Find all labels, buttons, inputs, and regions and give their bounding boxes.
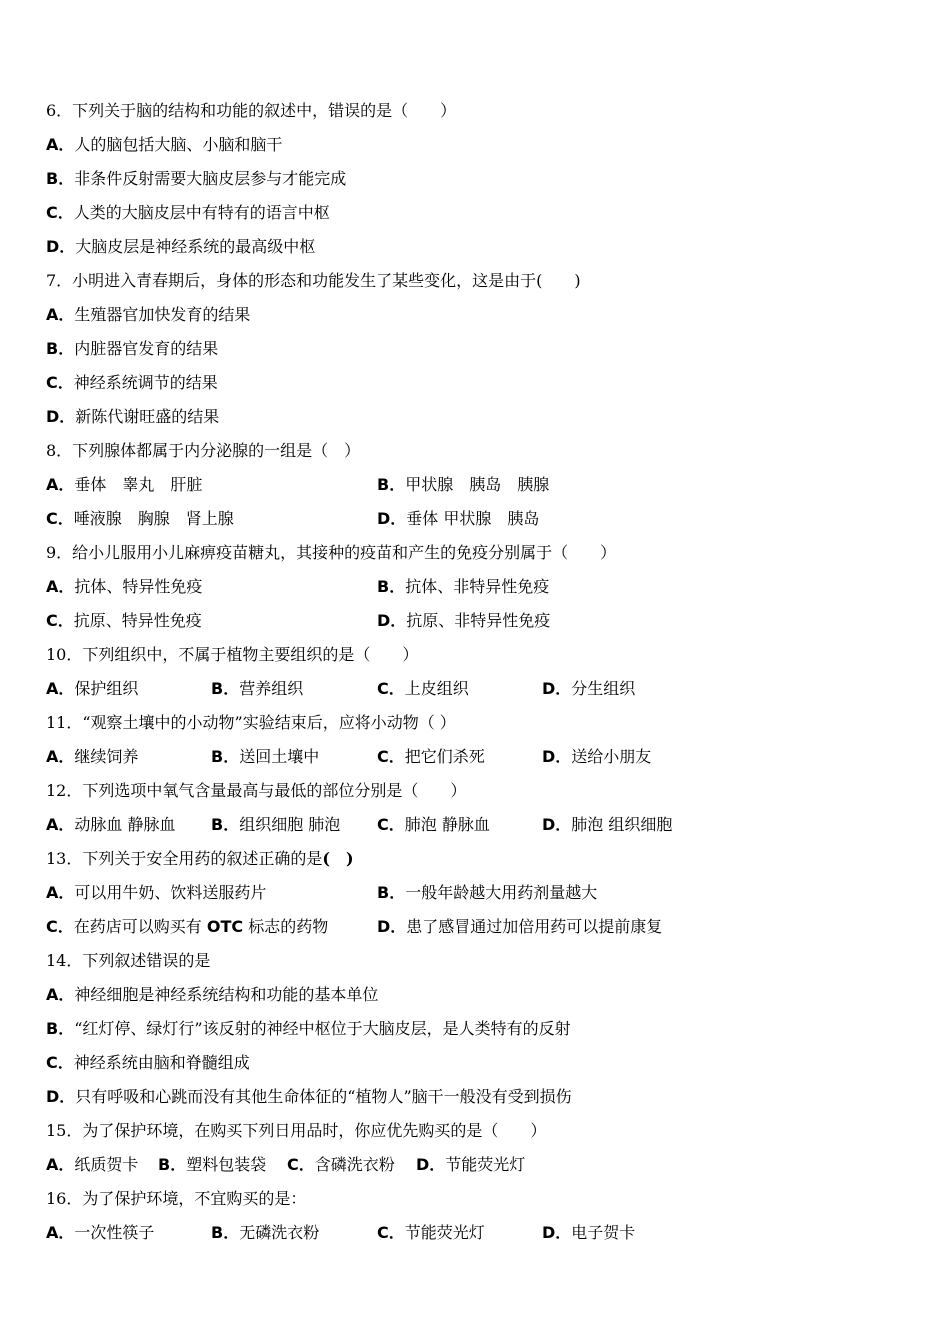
question-8-stem: 8．下列腺体都属于内分泌腺的一组是（ ） [46, 441, 361, 460]
option-text: 只有呼吸和心跳而没有其他生命体征的“植物人”脑干一般没有受到损伤 [75, 1087, 572, 1106]
question-8-option-c [46, 507, 234, 531]
option-letter: C． [377, 1223, 405, 1242]
option-text: 节能荧光灯 [404, 1223, 485, 1242]
question-13-option-c [46, 915, 328, 939]
option-letter: A． [46, 1155, 75, 1174]
option-letter: A． [46, 577, 75, 596]
option-text: 送回土壤中 [239, 747, 320, 766]
option-letter: A． [46, 305, 75, 324]
option-text: 人的脑包括大脑、小脑和脑干 [74, 135, 283, 154]
question-7-option-d [46, 405, 219, 429]
question-9-option-c [46, 609, 202, 633]
question-11-option-d [542, 745, 651, 769]
option-letter: B． [211, 1223, 240, 1242]
option-letter: C． [377, 679, 405, 698]
option-text: 组织细胞 肺泡 [239, 815, 341, 834]
option-letter: D． [416, 1155, 446, 1174]
option-letter: A． [46, 985, 75, 1004]
question-7-option-b [46, 337, 218, 361]
question-11-option-a [46, 745, 138, 769]
option-text: 一次性筷子 [74, 1223, 155, 1242]
question-6-option-a [46, 133, 282, 157]
option-text: 保护组织 [74, 679, 139, 698]
question-12-stem: 12．下列选项中氧气含量最高与最低的部位分别是（ ） [46, 781, 467, 800]
option-letter: B． [211, 679, 240, 698]
question-12-option-d [542, 813, 672, 837]
option-text: 无磷洗衣粉 [239, 1223, 320, 1242]
question-14-option-b [46, 1017, 571, 1041]
question-11-stem: 11．“观察土壤中的小动物”实验结束后，应将小动物（ ） [46, 713, 456, 732]
option-text: 患了感冒通过加倍用药可以提前康复 [406, 917, 663, 936]
option-letter: C． [46, 917, 74, 936]
question-15-option-b [158, 1153, 266, 1177]
option-letter: D． [542, 815, 572, 834]
option-letter: A． [46, 747, 75, 766]
question-13-option-a [46, 881, 266, 905]
option-letter: A． [46, 679, 75, 698]
option-letter: D． [542, 679, 572, 698]
question-16-option-b [211, 1221, 319, 1245]
question-7-option-a [46, 303, 250, 327]
option-letter: B． [46, 169, 75, 188]
question-9-option-a [46, 575, 202, 599]
question-10-option-a [46, 677, 138, 701]
option-text: “红灯停、绿灯行”该反射的神经中枢位于大脑皮层，是人类特有的反射 [74, 1019, 571, 1038]
option-letter: A． [46, 1223, 75, 1242]
option-text: 上皮组织 [404, 679, 469, 698]
question-14-option-a [46, 983, 378, 1007]
option-letter: D． [377, 611, 407, 630]
option-text: 营养组织 [239, 679, 304, 698]
question-15-option-c [287, 1153, 395, 1177]
option-text: 动脉血 静脉血 [74, 815, 176, 834]
option-letter: C． [377, 815, 405, 834]
option-letter: C． [46, 203, 74, 222]
option-letter: B． [377, 577, 406, 596]
option-text: 新陈代谢旺盛的结果 [75, 407, 220, 426]
question-13-stem-line [46, 847, 354, 871]
option-text: 内脏器官发育的结果 [74, 339, 219, 358]
option-text: 塑料包装袋 [186, 1155, 267, 1174]
option-text: 可以用牛奶、饮料送服药片 [74, 883, 267, 902]
option-text: 垂体 睾丸 肝脏 [74, 475, 203, 494]
option-letter: B． [158, 1155, 187, 1174]
option-letter: D． [377, 509, 407, 528]
option-letter: A． [46, 475, 75, 494]
option-letter: B． [46, 1019, 75, 1038]
option-text: 生殖器官加快发育的结果 [74, 305, 251, 324]
question-9-option-d [377, 609, 550, 633]
option-text: 神经系统由脑和脊髓组成 [73, 1053, 250, 1072]
question-6-stem: 6．下列关于脑的结构和功能的叙述中，错误的是（ ） [46, 101, 457, 120]
question-13-option-b [377, 881, 597, 905]
option-letter: C． [46, 373, 74, 392]
option-letter: D． [46, 407, 76, 426]
option-letter: B． [211, 747, 240, 766]
option-letter: A． [46, 883, 75, 902]
question-13-option-d [377, 915, 662, 939]
option-text: 抗体、特异性免疫 [74, 577, 203, 596]
option-text: 抗原、非特异性免疫 [406, 611, 551, 630]
otc-label: OTC [206, 917, 244, 936]
option-text: 唾液腺 胸腺 肾上腺 [73, 509, 234, 528]
option-text: 抗体、非特异性免疫 [405, 577, 550, 596]
option-text: 肺泡 组织细胞 [571, 815, 673, 834]
option-letter: A． [46, 815, 75, 834]
option-letter: B． [46, 339, 75, 358]
question-9-option-b [377, 575, 549, 599]
question-15-option-a [46, 1153, 138, 1177]
question-11-option-c [377, 745, 485, 769]
question-14-option-c [46, 1051, 250, 1075]
option-text: 甲状腺 胰岛 胰腺 [405, 475, 550, 494]
question-12-option-c [377, 813, 490, 837]
option-letter: C． [287, 1155, 315, 1174]
option-text: 神经细胞是神经系统结构和功能的基本单位 [74, 985, 379, 1004]
option-text: 抗原、特异性免疫 [73, 611, 202, 630]
option-text: 节能荧光灯 [445, 1155, 526, 1174]
option-letter: D． [46, 1087, 76, 1106]
question-6-option-c [46, 201, 330, 225]
question-10-option-c [377, 677, 469, 701]
option-letter: C． [46, 611, 74, 630]
question-13-answer-bracket: ( ) [322, 849, 354, 868]
option-text: 继续饲养 [74, 747, 139, 766]
question-16-option-d [542, 1221, 635, 1245]
option-letter: D． [46, 237, 76, 256]
question-9-stem: 9．给小儿服用小儿麻痹疫苗糖丸，其接种的疫苗和产生的免疫分别属于（ ） [46, 543, 617, 562]
question-10-option-d [542, 677, 635, 701]
option-text: 送给小朋友 [571, 747, 652, 766]
question-14-option-d [46, 1085, 572, 1109]
question-15-stem: 15．为了保护环境，在购买下列日用品时，你应优先购买的是（ ） [46, 1121, 547, 1140]
option-letter: B． [377, 883, 406, 902]
option-text: 人类的大脑皮层中有特有的语言中枢 [73, 203, 330, 222]
option-text: 神经系统调节的结果 [73, 373, 218, 392]
option-text: 含磷洗衣粉 [314, 1155, 395, 1174]
question-14-stem: 14．下列叙述错误的是 [46, 951, 211, 970]
question-6-option-b [46, 167, 346, 191]
option-text: 把它们杀死 [404, 747, 485, 766]
option-text: 非条件反射需要大脑皮层参与才能完成 [74, 169, 347, 188]
option-text: 垂体 甲状腺 胰岛 [406, 509, 540, 528]
option-text: 大脑皮层是神经系统的最高级中枢 [75, 237, 316, 256]
option-letter: C． [46, 1053, 74, 1072]
option-letter: A． [46, 135, 75, 154]
question-6-option-d [46, 235, 315, 259]
question-12-option-a [46, 813, 175, 837]
option-text: 电子贺卡 [571, 1223, 636, 1242]
option-letter: C． [46, 509, 74, 528]
option-text: 纸质贺卡 [74, 1155, 139, 1174]
option-letter: B． [211, 815, 240, 834]
question-16-option-a [46, 1221, 154, 1245]
question-16-stem: 16．为了保护环境，不宜购买的是： [46, 1189, 307, 1208]
question-7-option-c [46, 371, 218, 395]
question-16-option-c [377, 1221, 485, 1245]
option-letter: D． [377, 917, 407, 936]
option-letter: D． [542, 1223, 572, 1242]
option-text-tail: 标志的药物 [243, 917, 329, 936]
question-11-option-b [211, 745, 319, 769]
option-text: 一般年龄越大用药剂量越大 [405, 883, 598, 902]
option-letter: D． [542, 747, 572, 766]
question-8-option-a [46, 473, 202, 497]
option-text: 分生组织 [571, 679, 636, 698]
question-13-stem: 13．下列关于安全用药的叙述正确的是 [46, 849, 323, 868]
question-10-option-b [211, 677, 303, 701]
question-15-option-d [416, 1153, 525, 1177]
question-10-stem: 10．下列组织中，不属于植物主要组织的是（ ） [46, 645, 419, 664]
option-letter: C． [377, 747, 405, 766]
question-8-option-d [377, 507, 539, 531]
question-8-option-b [377, 473, 549, 497]
question-12-option-b [211, 813, 340, 837]
option-letter: B． [377, 475, 406, 494]
option-text: 肺泡 静脉血 [404, 815, 490, 834]
option-text: 在药店可以购买有 [73, 917, 207, 936]
question-7-stem: 7．小明进入青春期后，身体的形态和功能发生了某些变化，这是由于( ) [46, 271, 581, 290]
